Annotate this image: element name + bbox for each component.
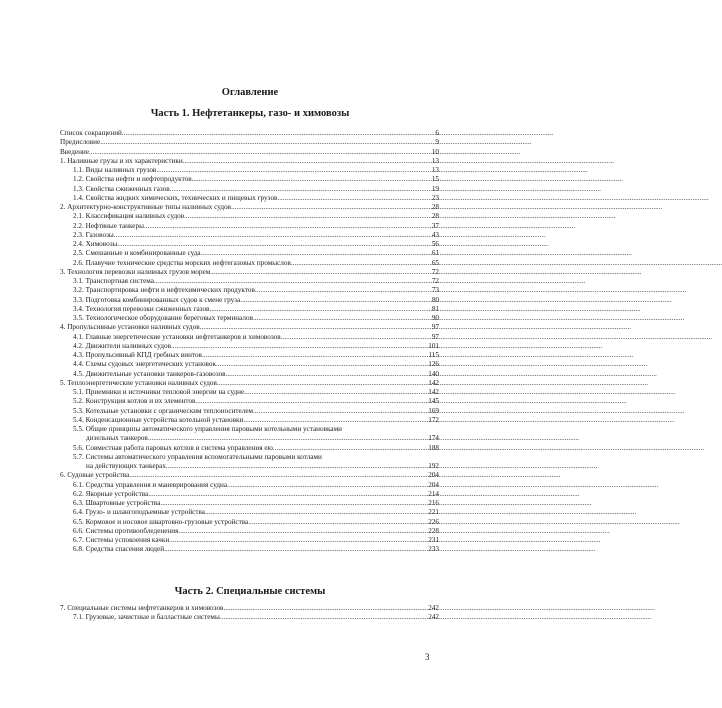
toc-entry (60, 527, 439, 536)
toc-entry-page: 15 (431, 175, 439, 184)
toc-entry-title: 6.1. Средства управления и маневрирования судна (73, 480, 228, 489)
dot-leader (183, 157, 431, 166)
toc-entry-page: 80 (431, 295, 439, 304)
toc-entry-page: 9 (435, 138, 439, 147)
toc-entry-title: 5. Теплоэнергетические установки наливных судов (60, 378, 217, 387)
dot-leader (277, 194, 430, 203)
toc-entry-page: 23 (431, 193, 439, 202)
toc-entry-title: 4.4. Схемы судовых энергетических установок (73, 360, 216, 369)
toc-entry (60, 138, 439, 147)
toc-entry-title: 1.4. Свойства жидких химических, технических и пищевых грузов (73, 193, 278, 202)
toc-entry (60, 370, 439, 379)
toc-entry-page: 19 (431, 184, 439, 193)
part-2-heading: Часть 2. Специальные системы (174, 586, 326, 597)
toc-entry-title: 5.3. Котельные установки с органическим теплоносителем (73, 406, 254, 415)
toc-entry-title: 5.2. Конструкция котлов и их элементов (73, 397, 196, 406)
toc-entry-title: 1.1. Виды наливных грузов (73, 166, 157, 174)
dot-leader (164, 545, 427, 554)
dot-leader (227, 481, 427, 490)
dot-leader (156, 166, 430, 175)
toc-entry (60, 481, 439, 490)
dot-leader (240, 296, 431, 305)
toc-entry-page: 192 (428, 462, 439, 470)
dot-leader (148, 434, 427, 443)
dot-leader (217, 379, 427, 388)
toc-entry (60, 471, 439, 480)
toc-entry-title: 4.3. Пропульсивный КПД гребных винтов (73, 351, 202, 359)
toc-entry-title: 5.1. Приемники и источники тепловой энергии на судне (73, 388, 245, 396)
dot-leader (160, 499, 427, 508)
toc-entry-page: 204 (428, 471, 439, 480)
dot-leader (184, 212, 431, 221)
toc-entry (60, 379, 439, 388)
dot-leader (253, 314, 431, 323)
toc-entry-page: 172 (428, 415, 439, 424)
dot-leader (154, 277, 431, 286)
toc-entry-title: 2.1. Классификация наливных судов (73, 212, 185, 221)
toc-entry-title: 7. Специальные системы нефтетанкеров и химовозов (60, 604, 224, 612)
toc-entry-title: 3.1. Транспортная система (73, 277, 154, 285)
dot-leader (273, 444, 427, 453)
toc-entry (60, 157, 439, 166)
toc-entry-page: 242 (428, 604, 439, 612)
toc-entry (60, 490, 439, 499)
toc-entry (60, 231, 439, 240)
toc-entry (60, 416, 439, 425)
dot-leader (171, 342, 427, 351)
dot-leader (205, 508, 427, 517)
toc-entry-title: 3.4. Технология перевозки сжиженных газов (73, 304, 210, 313)
toc-entry-title: 2. Архитектурно-конструктивные типы наливных судов (60, 203, 232, 211)
toc-entry (60, 518, 439, 527)
toc-entry (60, 185, 439, 194)
toc-entry (60, 129, 439, 138)
toc-entry-page: 174 (428, 434, 439, 443)
dot-leader (170, 185, 431, 194)
toc-entry-page: 228 (428, 526, 439, 535)
toc-entry (60, 323, 439, 332)
toc-entry-page: 97 (431, 332, 439, 341)
toc-entry (60, 407, 439, 416)
toc-entry (60, 203, 439, 212)
dot-leader (200, 323, 431, 332)
dot-leader (210, 268, 431, 277)
toc-entry-title: 6.7. Системы успокоения качки (73, 536, 170, 544)
toc-entry-title: 1. Наливные грузы и их характеристики (60, 156, 183, 165)
dot-leader (231, 203, 431, 212)
dot-leader (129, 471, 427, 480)
dot-leader (100, 138, 434, 147)
dot-leader (255, 286, 431, 295)
toc-entry-page: 56 (431, 240, 439, 248)
toc-entry (60, 342, 439, 351)
part-1-heading: Часть 1. Нефтетанкеры, газо- и химовозы (150, 108, 350, 119)
toc-entry (60, 259, 439, 268)
toc-entry-page: 97 (431, 323, 439, 332)
toc-entry-title: 6.4. Грузо- и шлангоподъемные устройства (73, 508, 205, 517)
dot-leader (220, 613, 427, 622)
toc-entry-page: 13 (431, 156, 439, 165)
toc-entry (60, 240, 439, 249)
toc-entry (60, 536, 439, 545)
toc-entry-page: 43 (431, 230, 439, 239)
toc-entry (60, 425, 439, 444)
toc-entry-page: 142 (428, 388, 439, 396)
toc-entry-page: 81 (431, 304, 439, 313)
dot-leader (178, 527, 427, 536)
dot-leader (209, 305, 430, 314)
toc-entry-page: 142 (428, 378, 439, 387)
toc-entry-page: 233 (428, 545, 439, 554)
toc-entry-page: 204 (428, 480, 439, 489)
toc-entry-page: 140 (428, 369, 439, 378)
toc-entry-title: 1.3. Свойства сжиженных газов (73, 184, 170, 193)
toc-entry-title: 7.1. Грузовые, зачистные и балластные системы (73, 613, 220, 622)
toc-entry-title-continuation: дизельных танкеров (86, 434, 148, 443)
dot-leader (148, 490, 427, 499)
dot-leader (226, 370, 428, 379)
toc-entry (60, 194, 439, 203)
toc-entry-page: 242 (428, 613, 439, 622)
toc-entry-title: 3.3. Подготовка комбинированных судов к смене груза (73, 295, 241, 304)
dot-leader (117, 240, 430, 249)
toc-entry-title: 4. Пропульсивные установки наливных судов (60, 323, 200, 332)
dot-leader (201, 249, 431, 258)
toc-entry (60, 277, 439, 286)
dot-leader (202, 351, 428, 360)
toc-entry (60, 148, 439, 157)
dot-leader (122, 129, 435, 138)
dot-leader (192, 175, 431, 184)
toc-entry-page: 28 (431, 212, 439, 221)
toc-entry (60, 305, 439, 314)
toc-entry-page: 90 (431, 314, 439, 322)
toc-entry-title: 6.8. Средства спасения людей (73, 545, 165, 554)
toc-entry-title: 2.6. Плавучие технические средства морских нефтегазовых промыслов (73, 258, 291, 267)
dot-leader (253, 407, 427, 416)
toc-entry-page: 28 (431, 203, 439, 211)
table-of-contents-part-1 (60, 129, 439, 555)
dot-leader (223, 604, 427, 613)
toc-entry (60, 499, 439, 508)
toc-entry-title: 6.3. Швартовные устройства (73, 499, 161, 507)
toc-entry-page: 13 (431, 166, 439, 174)
toc-entry-page: 72 (431, 267, 439, 276)
dot-leader (114, 231, 431, 240)
toc-entry-title: 3. Технология перевозки наливных грузов морем (60, 267, 211, 276)
toc-entry-title: 2.4. Химовозы (73, 240, 118, 248)
toc-entry (60, 249, 439, 258)
toc-entry-title: 2.3. Газовозы (73, 230, 114, 239)
toc-entry (60, 360, 439, 369)
toc-entry-title-continuation: на действующих танкерах (86, 462, 166, 470)
toc-entry (60, 212, 439, 221)
toc-entry-page: 61 (431, 249, 439, 258)
toc-entry (60, 268, 439, 277)
toc-entry-page: 216 (428, 499, 439, 507)
dot-leader (89, 148, 431, 157)
dot-leader (195, 397, 427, 406)
toc-entry (60, 333, 439, 342)
toc-entry-title: 1.2. Свойства нефти и нефтепродуктов (73, 175, 192, 184)
toc-entry-page: 10 (431, 147, 439, 156)
toc-entry-page: 226 (428, 517, 439, 526)
dot-leader (291, 259, 431, 268)
toc-entry-title: Введение (60, 147, 89, 156)
toc-entry-title: 2.5. Смешанные и комбинированные суда (73, 249, 201, 258)
toc-entry (60, 613, 439, 622)
page-number: 3 (425, 652, 430, 662)
toc-entry (60, 388, 439, 397)
toc-entry-title: 4.2. Движители наливных судов (73, 341, 171, 350)
toc-entry-page: 145 (428, 397, 439, 406)
toc-entry-title: Предисловие (60, 138, 101, 147)
toc-entry-title: 2.2. Нефтяные танкеры (73, 221, 144, 230)
dot-leader (166, 462, 427, 471)
toc-entry-page: 188 (428, 443, 439, 452)
toc-entry-page: 115 (428, 351, 439, 359)
toc-entry (60, 604, 439, 613)
toc-entry-title: 6.2. Якорные устройства (73, 489, 149, 498)
toc-entry-title: 3.5. Технологическое оборудование береговых терминалов (73, 314, 253, 322)
toc-entry-page: 231 (428, 536, 439, 544)
toc-entry-title: 5.7. Системы автоматического управления вспомогательными паровыми котлами (73, 452, 322, 461)
toc-entry (60, 444, 439, 453)
dot-leader (144, 222, 431, 231)
toc-entry (60, 453, 439, 472)
toc-entry-title: 6.6. Системы противообледенения (73, 526, 179, 535)
toc-entry (60, 296, 439, 305)
toc-entry-page: 6 (435, 129, 439, 137)
toc-entry-page: 73 (431, 286, 439, 295)
toc-entry-title: 4.5. Движительные установки танкеров-газовозов (73, 369, 226, 378)
dot-leader (244, 388, 427, 397)
toc-entry-page: 72 (431, 277, 439, 285)
toc-entry-title: 5.4. Конденсационные устройства котельной установки (73, 415, 244, 424)
toc-entry (60, 351, 439, 360)
dot-leader (281, 333, 431, 342)
toc-entry-title: 4.1. Главные энергетические установки нефтетанкеров и химовозов (73, 332, 281, 341)
toc-entry-title: 6.5. Кормовое и носовое швартовно-грузовые устройства (73, 517, 249, 526)
toc-entry-page: 169 (428, 406, 439, 415)
toc-entry-title: Список сокращений (60, 129, 122, 137)
toc-entry (60, 545, 439, 554)
toc-entry-page: 214 (428, 489, 439, 498)
dot-leader (243, 416, 427, 425)
toc-entry (60, 397, 439, 406)
toc-entry (60, 166, 439, 175)
toc-entry-page: 37 (431, 221, 439, 230)
dot-leader (248, 518, 427, 527)
toc-entry (60, 222, 439, 231)
toc-entry-title: 5.5. Общие принципы автоматического управления паровыми котельными установками (73, 425, 342, 433)
toc-entry-page: 221 (428, 508, 439, 517)
dot-leader (169, 536, 427, 545)
toc-entry (60, 508, 439, 517)
table-of-contents-part-2 (60, 604, 439, 623)
toc-entry-title: 3.2. Транспортировка нефти и нефтехимических продуктов (73, 286, 255, 295)
page-title: Оглавление (221, 87, 279, 98)
toc-entry-title: 6. Судовые устройства (60, 471, 130, 480)
toc-entry (60, 286, 439, 295)
toc-entry (60, 314, 439, 323)
dot-leader (216, 360, 427, 369)
toc-entry-page: 65 (431, 258, 439, 267)
toc-entry (60, 175, 439, 184)
toc-entry-title: 5.6. Совместная работа паровых котлов и система управления ею (73, 443, 273, 452)
toc-entry-page: 101 (428, 341, 439, 350)
toc-entry-page: 126 (428, 360, 439, 369)
